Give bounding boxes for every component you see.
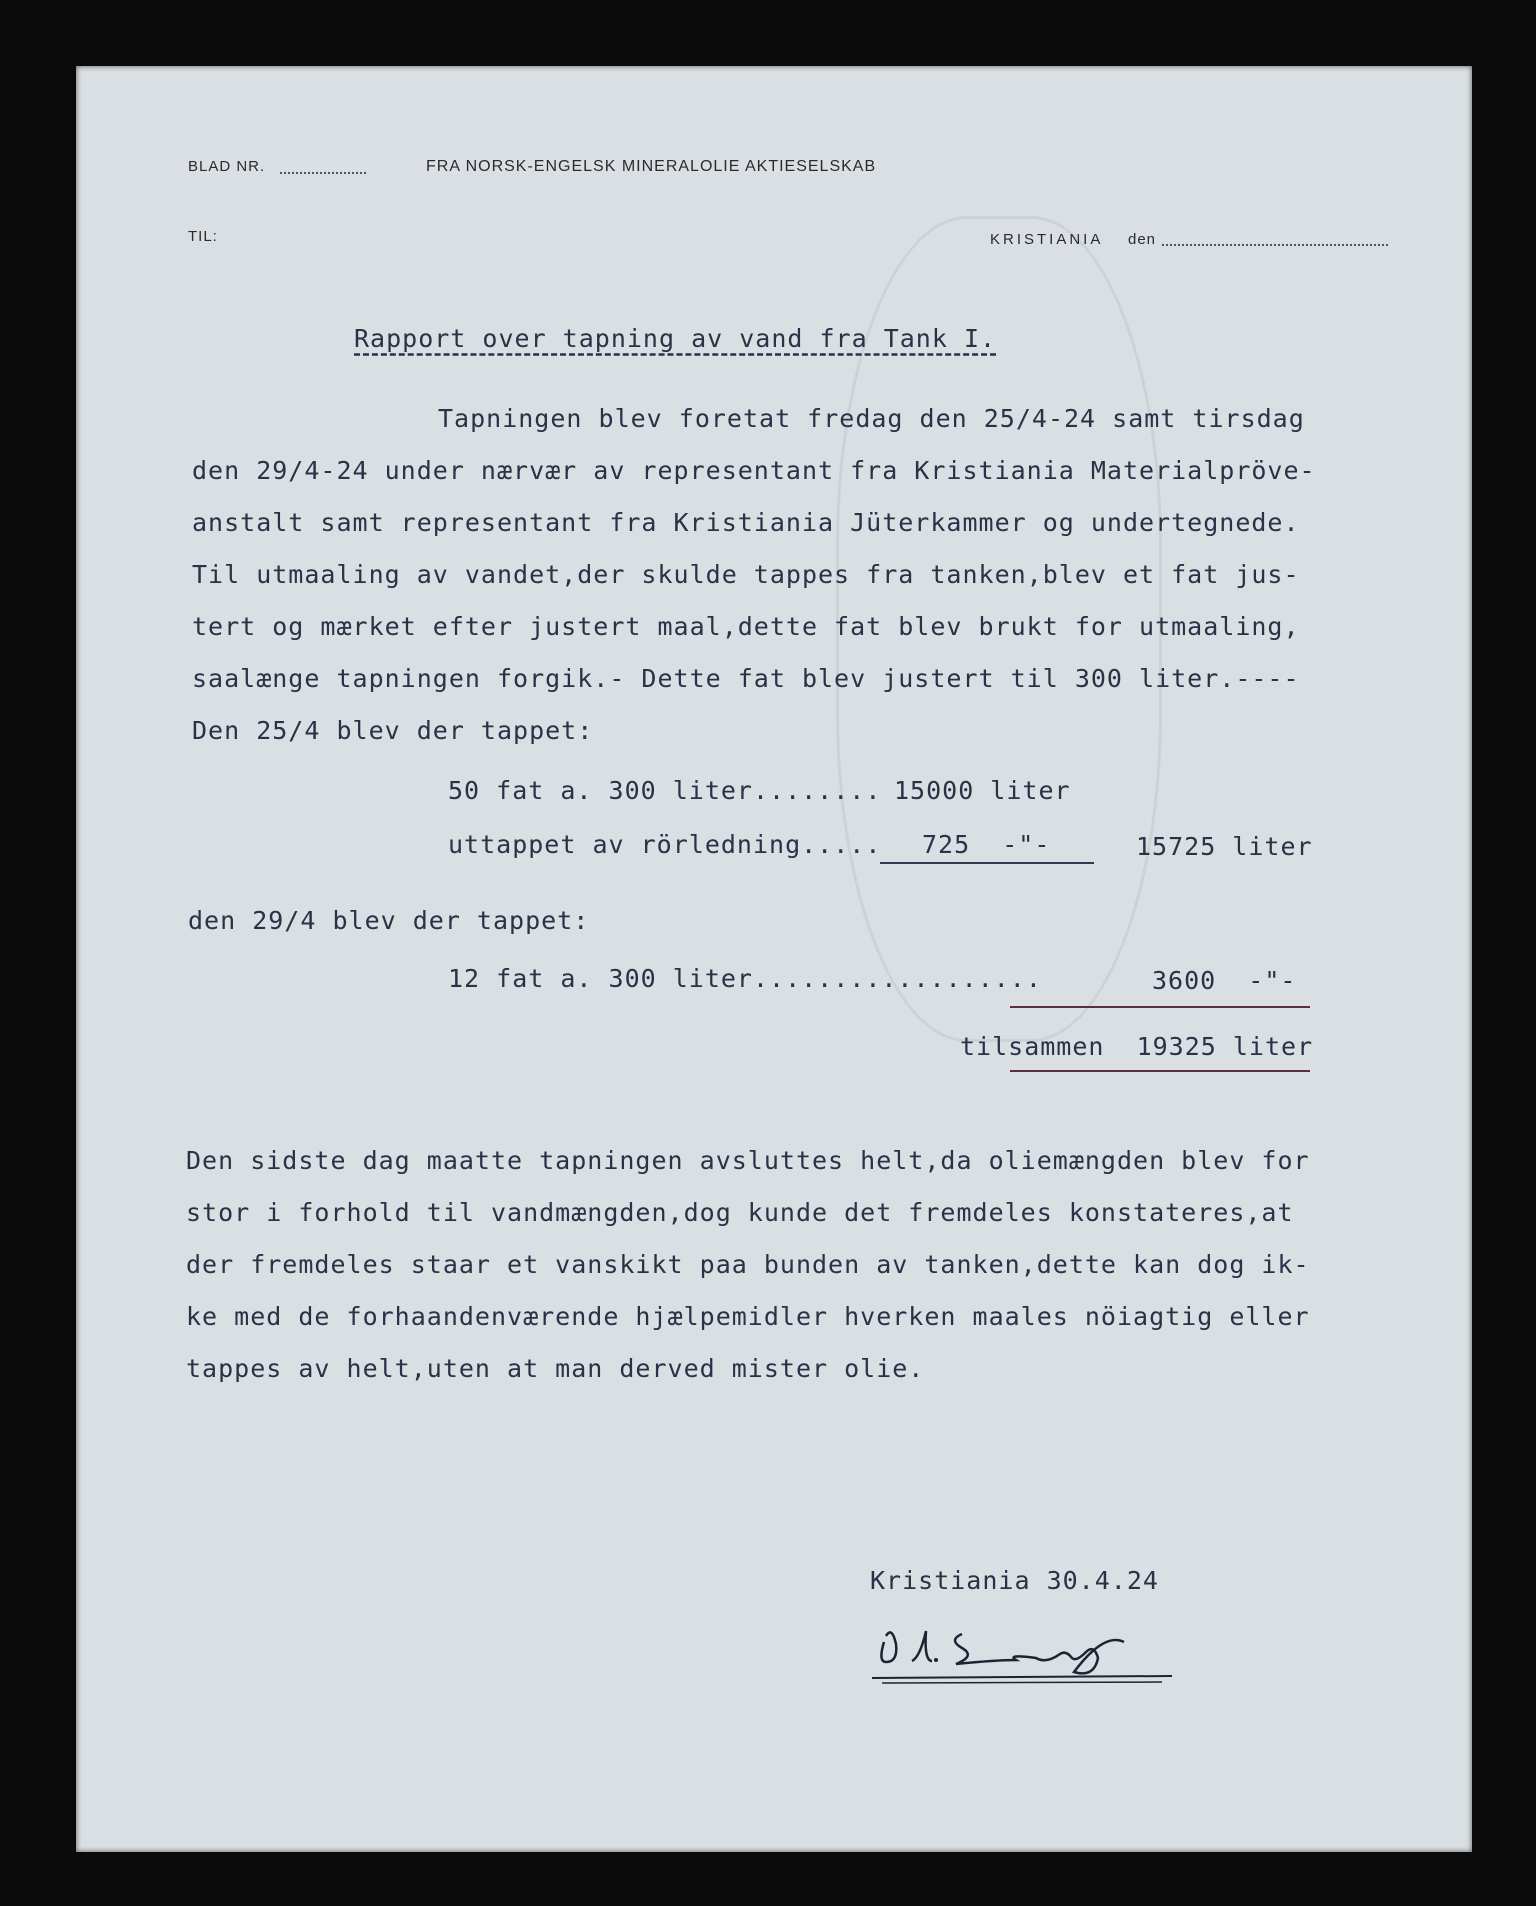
day1-row1-amount: 15000 liter xyxy=(894,776,1071,805)
day1-row2-amount: 725 -"- xyxy=(922,830,1051,859)
day1-heading: Den 25/4 blev der tappet: xyxy=(192,716,594,745)
blad-number-line xyxy=(280,172,366,174)
day1-row2-underline xyxy=(880,862,1094,864)
closing-line-4: ke med de forhaandenværende hjælpemidler hverken maales nöiagtig eller xyxy=(186,1302,1310,1331)
blad-label: BLAD NR. xyxy=(188,158,266,175)
place-date: Kristiania 30.4.24 xyxy=(870,1566,1159,1595)
day1-row1-desc: 50 fat a. 300 liter........ xyxy=(448,776,882,805)
day1-row2-desc: uttappet av rörledning..... xyxy=(448,830,882,859)
intro-line-5: tert og mærket efter justert maal,dette fat blev brukt for utmaaling, xyxy=(192,612,1300,641)
document-page xyxy=(76,66,1472,1852)
report-title: Rapport over tapning av vand fra Tank I. xyxy=(354,324,997,353)
grand-total: tilsammen 19325 liter xyxy=(960,1032,1314,1061)
company-name: FRA NORSK-ENGELSK MINERALOLIE AKTIESELSKAB xyxy=(426,158,877,175)
date-line xyxy=(1162,244,1388,246)
sum-rule xyxy=(1010,1006,1310,1008)
intro-line-6: saalænge tapningen forgik.- Dette fat blev justert til 300 liter.---- xyxy=(192,664,1300,693)
day2-heading: den 29/4 blev der tappet: xyxy=(188,906,590,935)
city-label: KRISTIANIA xyxy=(990,231,1104,248)
day1-subtotal: 15725 liter xyxy=(1136,832,1313,861)
intro-line-3: anstalt samt representant fra Kristiania Jüterkammer og undertegnede. xyxy=(192,508,1300,537)
day2-row-desc: 12 fat a. 300 liter.................. xyxy=(448,964,1042,993)
signature xyxy=(872,1606,1192,1696)
intro-line-1: Tapningen blev foretat fredag den 25/4-24 samt tirsdag xyxy=(438,404,1305,433)
den-label: den xyxy=(1128,231,1157,248)
intro-line-4: Til utmaaling av vandet,der skulde tappes fra tanken,blev et fat jus- xyxy=(192,560,1300,589)
intro-line-2: den 29/4-24 under nærvær av representant fra Kristiania Materialpröve- xyxy=(192,456,1316,485)
total-underline xyxy=(1010,1070,1310,1072)
closing-line-3: der fremdeles staar et vanskikt paa bunden av tanken,dette kan dog ik- xyxy=(186,1250,1310,1279)
til-label: TIL: xyxy=(188,228,218,245)
day2-row-amount: 3600 -"- xyxy=(1152,966,1297,995)
closing-line-5: tappes av helt,uten at man derved mister olie. xyxy=(186,1354,925,1383)
closing-line-1: Den sidste dag maatte tapningen avsluttes helt,da oliemængden blev for xyxy=(186,1146,1310,1175)
closing-line-2: stor i forhold til vandmængden,dog kunde det fremdeles konstateres,at xyxy=(186,1198,1294,1227)
